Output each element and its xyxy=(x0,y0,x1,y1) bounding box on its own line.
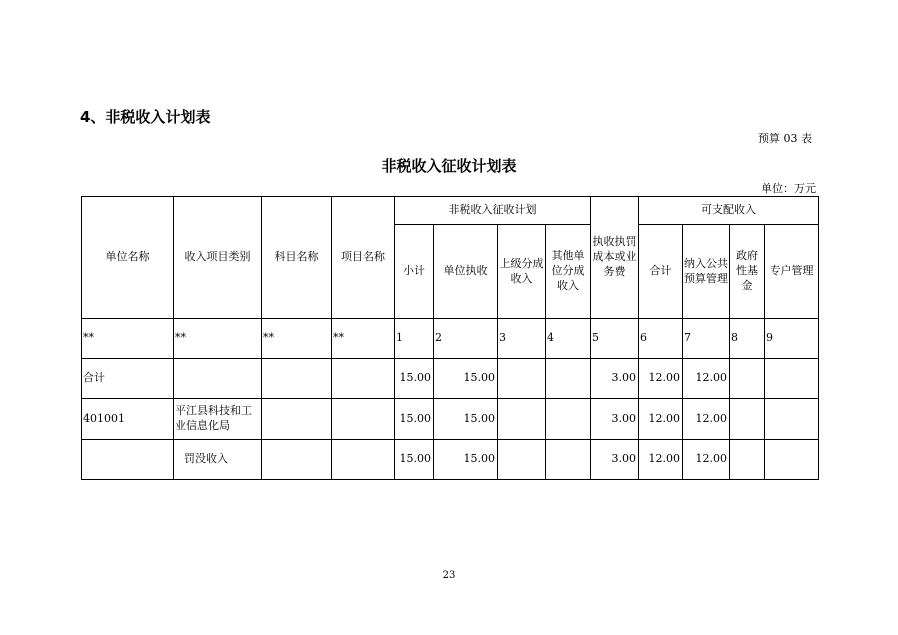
cell-superior xyxy=(498,440,546,480)
cell-unit-collect: 15.00 xyxy=(434,359,498,399)
cell-unit-collect: 15.00 xyxy=(434,399,498,440)
index-cell: 4 xyxy=(546,319,591,359)
cell-category xyxy=(174,359,262,399)
cell-other xyxy=(546,359,591,399)
header-item-name: 项目名称 xyxy=(332,197,395,319)
cell-subject xyxy=(262,399,332,440)
index-row xyxy=(82,319,819,359)
cell-fund xyxy=(730,440,765,480)
cell-category: 罚没收入 xyxy=(174,440,262,480)
nontax-plan-table xyxy=(81,196,819,480)
header-superior-share: 上级分成收入 xyxy=(498,225,546,319)
index-cell: 7 xyxy=(683,319,730,359)
table-row xyxy=(82,399,819,440)
cell-special xyxy=(765,359,819,399)
cell-cost: 3.00 xyxy=(591,399,639,440)
cell-subtotal: 15.00 xyxy=(395,440,434,480)
cell-fund xyxy=(730,399,765,440)
cell-special xyxy=(765,399,819,440)
section-title: 4、非税收入计划表 xyxy=(80,108,211,126)
header-public-budget: 纳入公共预算管理 xyxy=(683,225,730,319)
cell-public: 12.00 xyxy=(683,359,730,399)
header-row-1 xyxy=(82,197,819,225)
cell-item xyxy=(332,359,395,399)
header-disposable: 可支配收入 xyxy=(639,197,819,225)
table-title: 非税收入征收计划表 xyxy=(381,157,517,175)
cell-superior xyxy=(498,399,546,440)
cell-superior xyxy=(498,359,546,399)
cell-unit xyxy=(82,440,174,480)
header-unit-name: 单位名称 xyxy=(82,197,174,319)
index-cell: 9 xyxy=(765,319,819,359)
cell-other xyxy=(546,440,591,480)
header-income-category: 收入项目类别 xyxy=(174,197,262,319)
cell-item xyxy=(332,440,395,480)
cell-cost: 3.00 xyxy=(591,440,639,480)
index-cell: 5 xyxy=(591,319,639,359)
header-enforcement-cost: 执收执罚成本或业务费 xyxy=(591,197,639,319)
index-cell: ** xyxy=(174,319,262,359)
index-cell: 3 xyxy=(498,319,546,359)
table-row xyxy=(82,359,819,399)
unit-label: 单位：万元 xyxy=(761,182,816,195)
index-cell: ** xyxy=(82,319,174,359)
cell-subject xyxy=(262,440,332,480)
header-nontax-plan: 非税收入征收计划 xyxy=(395,197,591,225)
index-cell: 6 xyxy=(639,319,683,359)
cell-other xyxy=(546,399,591,440)
form-number: 预算 03 表 xyxy=(758,132,812,145)
cell-total: 12.00 xyxy=(639,399,683,440)
header-unit-collect: 单位执收 xyxy=(434,225,498,319)
cell-public: 12.00 xyxy=(683,399,730,440)
index-cell: 8 xyxy=(730,319,765,359)
cell-total: 12.00 xyxy=(639,359,683,399)
cell-category: 平江县科技和工业信息化局 xyxy=(174,399,262,440)
header-special-account: 专户管理 xyxy=(765,225,819,319)
page-number: 23 xyxy=(442,570,456,581)
table-row xyxy=(82,440,819,480)
header-other-share: 其他单位分成收入 xyxy=(546,225,591,319)
cell-unit: 合计 xyxy=(82,359,174,399)
cell-unit-collect: 15.00 xyxy=(434,440,498,480)
cell-fund xyxy=(730,359,765,399)
cell-subject xyxy=(262,359,332,399)
cell-public: 12.00 xyxy=(683,440,730,480)
index-cell: ** xyxy=(262,319,332,359)
header-total: 合计 xyxy=(639,225,683,319)
cell-cost: 3.00 xyxy=(591,359,639,399)
index-cell: ** xyxy=(332,319,395,359)
cell-unit: 401001 xyxy=(82,399,174,440)
cell-total: 12.00 xyxy=(639,440,683,480)
cell-subtotal: 15.00 xyxy=(395,359,434,399)
header-gov-fund: 政府性基金 xyxy=(730,225,765,319)
cell-special xyxy=(765,440,819,480)
index-cell: 2 xyxy=(434,319,498,359)
index-cell: 1 xyxy=(395,319,434,359)
header-subject-name: 科目名称 xyxy=(262,197,332,319)
cell-item xyxy=(332,399,395,440)
cell-subtotal: 15.00 xyxy=(395,399,434,440)
header-subtotal: 小计 xyxy=(395,225,434,319)
